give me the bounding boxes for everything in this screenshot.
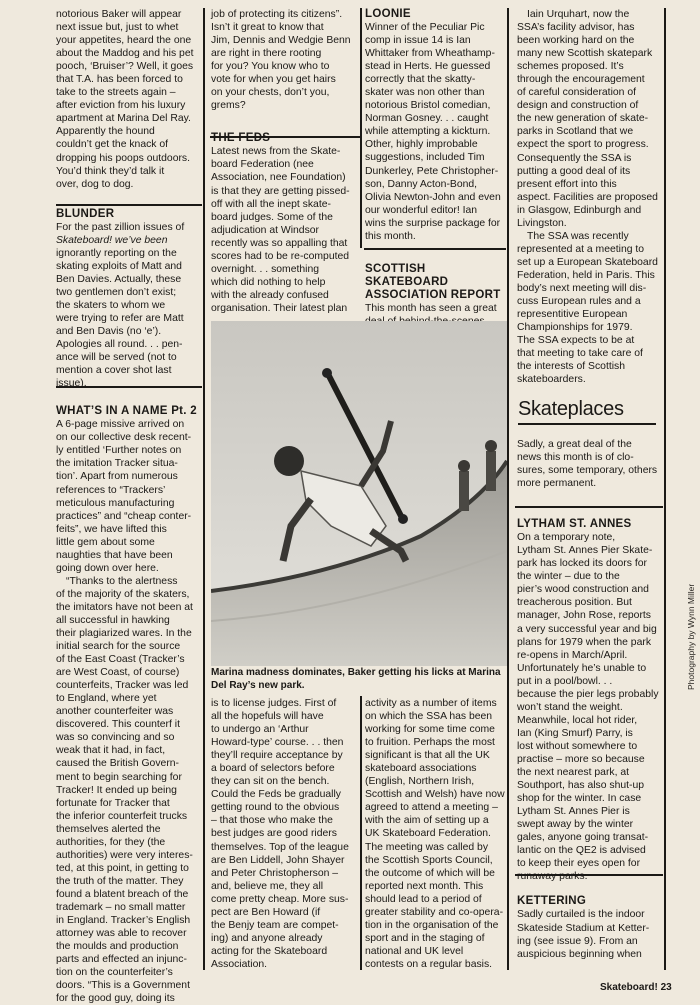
line: Whittaker from Wheathamp-	[365, 48, 495, 60]
line: with the aim of setting up a	[365, 815, 489, 827]
line: UK Skateboard Federation.	[365, 828, 491, 840]
line: their plagiarized wares. In the	[56, 628, 192, 640]
line: treacherous position. But	[517, 597, 632, 609]
line: practices” and “cheap conter-	[56, 510, 192, 522]
line: (English, Northern Irish,	[365, 776, 475, 788]
line: they’ll require acceptance by	[211, 750, 343, 762]
scottish-association-heading	[365, 263, 507, 302]
whats-in-a-name-heading: WHAT’S IN A NAME Pt. 2	[56, 405, 197, 418]
line: meticulous manufacturing	[56, 497, 175, 509]
line: while attempting a kickturn.	[365, 126, 491, 138]
line: pooch, ‘Bruiser’? Well, it goes	[56, 61, 194, 73]
line: schemes proposed. It’s	[517, 61, 624, 73]
line: Apologies all round. . . pen-	[56, 339, 183, 351]
column-3-lower	[365, 697, 507, 971]
photo-credit	[674, 575, 696, 690]
line: on our collective desk recent-	[56, 432, 192, 444]
line: ted, at this point, in getting to	[56, 862, 189, 874]
line: put in a pool/bowl. . .	[517, 675, 613, 687]
line: ment to begin searching for	[56, 771, 182, 783]
line: been working hard on the	[517, 35, 635, 47]
ssa-europe-body	[517, 230, 663, 387]
column-rule-4	[664, 8, 666, 970]
line: Jim, Dennis and Wedgie Benn	[211, 35, 351, 47]
line: authorities) were very interes-	[56, 849, 193, 861]
line: another counterfeiter was	[56, 706, 174, 718]
line: all the hopefuls will have	[211, 711, 324, 723]
line: represented at a meeting to	[517, 243, 645, 255]
line: dropping his poops outdoors.	[56, 152, 191, 164]
scottish-association-continued	[365, 697, 507, 971]
line: is that they are getting pissed-	[211, 185, 350, 197]
line: body’s next meeting will dis-	[517, 282, 647, 294]
line: lantic on the QE2 is advised	[517, 845, 646, 857]
line: are West Coast, of course)	[56, 667, 180, 679]
line: the next nearest park, at	[517, 767, 630, 779]
line: recently was so appalling that	[211, 237, 348, 249]
line: the imitators have not been at	[56, 601, 193, 613]
line: next issue but, just to whet	[56, 22, 179, 34]
line: practise – more so because	[517, 753, 645, 765]
column-rule-3	[507, 8, 509, 970]
line: ASSOCIATION REPORT	[365, 288, 501, 301]
line: the Scottish Sports Council,	[365, 854, 493, 866]
line: For the past zillion issues of	[56, 221, 185, 233]
line: job of protecting its citizens”.	[211, 9, 343, 20]
line: reported next month. This	[365, 880, 484, 892]
line: all successful in hawking	[56, 614, 170, 626]
page-footer: Skateboard! 23	[600, 982, 672, 993]
line: about the Maddog and his pet	[56, 48, 194, 60]
photo-caption	[211, 667, 507, 692]
line: this month.	[365, 230, 416, 242]
line: Del Ray’s new park.	[211, 679, 305, 691]
line: greater stability and co-opera-	[365, 906, 504, 918]
the-feds-continued	[211, 697, 361, 971]
the-feds-heading: THE FEDS	[211, 132, 271, 145]
line: The SSA expects to be at	[517, 335, 635, 347]
line: putting a good deal of its	[517, 165, 631, 177]
line: mention a cover shot last	[56, 365, 172, 377]
line: on which the SSA has been	[365, 711, 493, 723]
line: the imitation Tracker situa-	[56, 458, 178, 470]
line: SSA’s facility advisor, has	[517, 22, 635, 34]
line: the truth of the matter. They	[56, 875, 184, 887]
line: Association, nee Foundation)	[211, 172, 346, 184]
line: Winner of the Peculiar Pic	[365, 22, 485, 33]
line: Livingston.	[517, 217, 567, 229]
loonie-heading: LOONIE	[365, 8, 411, 20]
line: adjudication at Windsor	[211, 224, 320, 236]
photo-credit-text: Photography by Wynn Miller	[686, 583, 696, 690]
line: Apparently the hound	[56, 126, 155, 138]
line: cuss European rules and a	[517, 296, 641, 308]
line: grems?	[211, 100, 246, 112]
line: themselves. Top of the league	[211, 841, 349, 853]
line: Lytham St. Annes Pier is	[517, 806, 630, 818]
column-4	[517, 8, 663, 386]
line: tion in the organisation of the	[365, 919, 499, 931]
line: runaway parks.	[517, 871, 588, 883]
line: Could the Feds be gradually	[211, 789, 341, 801]
line: Sadly, a great deal of the	[517, 439, 632, 450]
line: and Peter Christopherson –	[211, 867, 339, 879]
column-2-top	[211, 8, 361, 315]
line: pier’s wood construction and	[517, 584, 649, 596]
line: Skateside Stadium at Ketter-	[517, 922, 650, 934]
line: plans for 1979 when the park	[517, 636, 652, 648]
line: Association.	[211, 958, 268, 970]
line: ly entitled ‘Further notes on	[56, 445, 182, 457]
line: issue).	[56, 378, 87, 390]
line: sport and in the staging of	[365, 932, 485, 944]
line: should lead to a period of	[365, 893, 482, 905]
line: to keep their eyes open for	[517, 858, 641, 870]
line: the new generation of skate-	[517, 113, 649, 125]
line: in England. Tracker’s English	[56, 915, 191, 927]
line: swept away by the winter	[517, 819, 634, 831]
line: present effort into this	[517, 178, 617, 190]
line: going down over here.	[56, 562, 159, 574]
line: was so convincing and so	[56, 732, 175, 744]
line: expect the sport to progress.	[517, 139, 649, 151]
line: The SSA was recently	[527, 230, 629, 242]
line: Championships for 1979.	[517, 322, 633, 334]
line: A 6-page missive arrived on	[56, 419, 185, 431]
line: weak that it had, in fact,	[56, 745, 166, 757]
line: which did nothing to help	[211, 276, 326, 288]
line: notorious Baker will appear	[56, 9, 182, 20]
line: the skaters to whom we	[56, 299, 166, 311]
line: This month has seen a great	[365, 302, 497, 314]
blunder-heading: BLUNDER	[56, 207, 115, 220]
line: Dunkerley, Pete Christopher-	[365, 165, 499, 177]
line: that T.A. has been forced to	[56, 74, 183, 86]
line: lost without somewhere to	[517, 740, 638, 752]
line: Iain Urquhart, now the	[527, 9, 630, 20]
line: fortunate for Tracker that	[56, 797, 170, 809]
line: of the majority of the skaters,	[56, 588, 190, 600]
line: acting for the Skateboard	[211, 945, 328, 957]
column-2-lower	[211, 697, 361, 971]
line: Norman Gosney. . . caught	[365, 113, 489, 125]
line: On a temporary note,	[517, 532, 616, 544]
line: for you? You know who to	[211, 61, 330, 73]
line: Ian (King Smurf) Parry, is	[517, 727, 633, 739]
line: vote for when you get hairs	[211, 74, 336, 86]
skatebowl-illustration	[211, 321, 507, 666]
line: many new Scottish skatepark	[517, 48, 653, 60]
line: national and UK level	[365, 945, 464, 957]
line: won’t stand the weight.	[517, 701, 623, 713]
line: Meanwhile, local hot rider,	[517, 714, 638, 726]
line: son, Danny Acton-Bond,	[365, 178, 478, 190]
line: Lytham St. Annes Pier Skate-	[517, 545, 653, 557]
line: park has locked its doors for	[517, 558, 647, 570]
line: are Ben Liddell, John Shayer	[211, 854, 345, 866]
line: to England, where yet	[56, 693, 157, 705]
line: is to license judges. First of	[211, 698, 337, 709]
the-feds-body	[211, 145, 361, 315]
skateplaces-heading: Skateplaces	[518, 398, 624, 420]
column-1	[56, 8, 202, 1005]
line: You’d think they’d talk it	[56, 165, 165, 177]
line: stead in Herts. He guessed	[365, 61, 491, 73]
line: initial search for the source	[56, 641, 181, 653]
line: sures, some temporary, others	[517, 465, 658, 477]
line: tion’. Apart from numerous	[56, 471, 178, 483]
line: wins the surprise package for	[365, 217, 501, 229]
line: ing) and anyone already	[211, 932, 323, 944]
line: comp in issue 14 is Ian	[365, 35, 471, 47]
line: references to “Trackers’	[56, 484, 166, 496]
line: found a blatent breach of the	[56, 888, 189, 900]
line: off with all the inept skate-	[211, 198, 331, 210]
line: feits”, we have lifted this	[56, 523, 167, 535]
line: organisation. Their latest plan	[211, 302, 348, 314]
line: parts and effected an injunc-	[56, 954, 187, 966]
line: the outcome of which will be	[365, 867, 495, 879]
line: take to the streets again –	[56, 87, 176, 99]
line: they can sit on the bench.	[211, 776, 330, 788]
line: Isn’t it great to know that	[211, 22, 324, 34]
line: tion on the counterfeiter’s	[56, 967, 173, 979]
line: scores had to be re-computed	[211, 250, 350, 262]
line: Howard-type’ course. . . then	[211, 737, 344, 749]
line: the moulds and production	[56, 941, 179, 953]
line: in Glasgow, Edinburgh and	[517, 204, 642, 216]
line: Latest news from the Skate-	[211, 146, 341, 158]
line: suggestions, included Tim	[365, 152, 485, 164]
column-4-lower	[517, 438, 663, 961]
line: a very successful year and big	[517, 623, 657, 635]
line: re-opens in March/April.	[517, 649, 628, 661]
line: ignorantly reporting on the	[56, 247, 177, 259]
line: and, believe me, they all	[211, 880, 324, 892]
line: notorious Bristol comedian,	[365, 100, 491, 112]
line: activity as a number of items	[365, 698, 497, 709]
line: working for some time come	[365, 724, 495, 736]
line: were trying to refer are Matt	[56, 312, 184, 324]
line: “Thanks to the alertness	[66, 575, 178, 587]
line: apartment at Marina Del Ray.	[56, 113, 191, 125]
loonie-body	[365, 21, 507, 243]
line: board judges. Some of the	[211, 211, 333, 223]
line: with the already confused	[211, 289, 329, 301]
line: to undergo an ‘Arthur	[211, 724, 309, 736]
lytham-heading: LYTHAM ST. ANNES	[517, 518, 632, 531]
line: doors. “This is a Government	[56, 980, 190, 992]
line: counterfeits, Tracker was led	[56, 680, 189, 692]
line: come pretty cheap. More sus-	[211, 893, 349, 905]
line: skating exploits of Matt and	[56, 260, 182, 272]
line: manager, John Rose, reports	[517, 610, 651, 622]
line: Federation, held in Paris. This	[517, 269, 655, 281]
line: skateboard associations	[365, 763, 477, 775]
line: themselves alerted the	[56, 823, 161, 835]
line: and Ben Davis (no ‘e’).	[56, 326, 162, 338]
line: Sadly curtailed is the indoor	[517, 909, 645, 921]
line: Unfortunately he’s unable to	[517, 662, 647, 674]
line: gales, anyone going transat-	[517, 832, 649, 844]
line: the Benjy team are compet-	[211, 919, 339, 931]
line: because the pier legs probably	[517, 688, 659, 700]
whats-in-a-name-body	[56, 418, 202, 575]
blunder-body	[56, 221, 202, 391]
kettering-body	[517, 908, 663, 960]
line: our wonderful editor! Ian	[365, 204, 478, 216]
line: contests on a regular basis.	[365, 958, 493, 970]
line: Ben Davies. Actually, these	[56, 273, 182, 285]
skater-photo	[211, 321, 507, 666]
line: parks in Scotland that we	[517, 126, 634, 138]
col2-intro	[211, 8, 361, 112]
line: The meeting was called by	[365, 841, 489, 853]
line: pect are Ben Howard (if	[211, 906, 321, 918]
line: Scottish and Welsh) have now	[365, 789, 505, 801]
line: authorities, for they (the	[56, 836, 166, 848]
line: auspicious beginning when	[517, 948, 642, 960]
line: board Federation (nee	[211, 159, 314, 171]
line: the interests of Scottish	[517, 361, 626, 373]
line: couldn’t get the knack of	[56, 139, 169, 151]
line: two gentlemen don’t exist;	[56, 286, 177, 298]
line: caused the British Govern-	[56, 758, 180, 770]
line: Tracker! It ended up being	[56, 784, 177, 796]
line: Olivia Newton-John and even	[365, 191, 501, 203]
line: more permanent.	[517, 478, 597, 490]
line: through the encouragement	[517, 74, 645, 86]
line: attorney was able to recover	[56, 928, 187, 940]
line: Skateboard! we’ve been	[56, 234, 168, 246]
line: Marina madness dominates, Baker getting his licks at Marina	[211, 667, 501, 678]
whats-in-a-name-body-2	[56, 575, 202, 1005]
line: on your chests, don’t you,	[211, 87, 330, 99]
line: the inferior counterfeit trucks	[56, 810, 188, 822]
line: skater was non other than	[365, 87, 485, 99]
lytham-body	[517, 531, 663, 883]
line: skateboarders.	[517, 374, 586, 386]
skateplaces-intro	[517, 438, 663, 490]
line: a board of selectors before	[211, 763, 335, 775]
line: shop for the winter. In case	[517, 793, 642, 805]
line: representitive European	[517, 309, 628, 321]
line: of careful consideration of	[517, 87, 636, 99]
line: news this month is of clo-	[517, 452, 634, 464]
line: getting round to the obvious	[211, 802, 340, 814]
line: Southport, has also shut-up	[517, 780, 645, 792]
line: SCOTTISH SKATEBOARD	[365, 262, 449, 288]
line: are right in there rooting	[211, 48, 322, 60]
line: agreed to attend a meeting –	[365, 802, 498, 814]
column-rule-1	[203, 8, 205, 970]
line: to fruition. Perhaps the most	[365, 737, 495, 749]
line: your appetites, heard the one	[56, 35, 192, 47]
kettering-heading: KETTERING	[517, 895, 587, 908]
line: naughties that have been	[56, 549, 173, 561]
col1-intro	[56, 8, 202, 191]
line: overnight. . . something	[211, 263, 320, 275]
line: after eviction from his luxury	[56, 100, 186, 112]
column-3-top	[365, 8, 507, 328]
line: that meeting to take care of	[517, 348, 643, 360]
line: trademark – no small matter	[56, 902, 186, 913]
line: set up a European Skateboard	[517, 256, 658, 268]
line: aspect. Facilities are proposed	[517, 191, 658, 203]
line: of the East Coast (Tracker’s	[56, 654, 185, 666]
line: ing (see issue 9). From an	[517, 935, 638, 947]
line: – that those who make the	[211, 815, 333, 827]
line: Other, highly improbable	[365, 139, 478, 151]
line: design and construction of	[517, 100, 639, 112]
line: significant is that all the UK	[365, 750, 490, 762]
line: over, dog to dog.	[56, 178, 134, 190]
line: little gem about some	[56, 536, 155, 548]
line: for the good guy, doing its	[56, 993, 175, 1005]
line: best judges are good riders	[211, 828, 337, 840]
line: correctly that the skatty-	[365, 74, 476, 86]
line: Consequently the SSA is	[517, 152, 632, 164]
line: discovered. This counterf it	[56, 719, 180, 731]
line: the winter – due to the	[517, 571, 620, 583]
ssa-facilities-body	[517, 8, 663, 230]
skateplaces-heading-box	[518, 395, 656, 425]
line: ance will be served (not to	[56, 352, 177, 364]
